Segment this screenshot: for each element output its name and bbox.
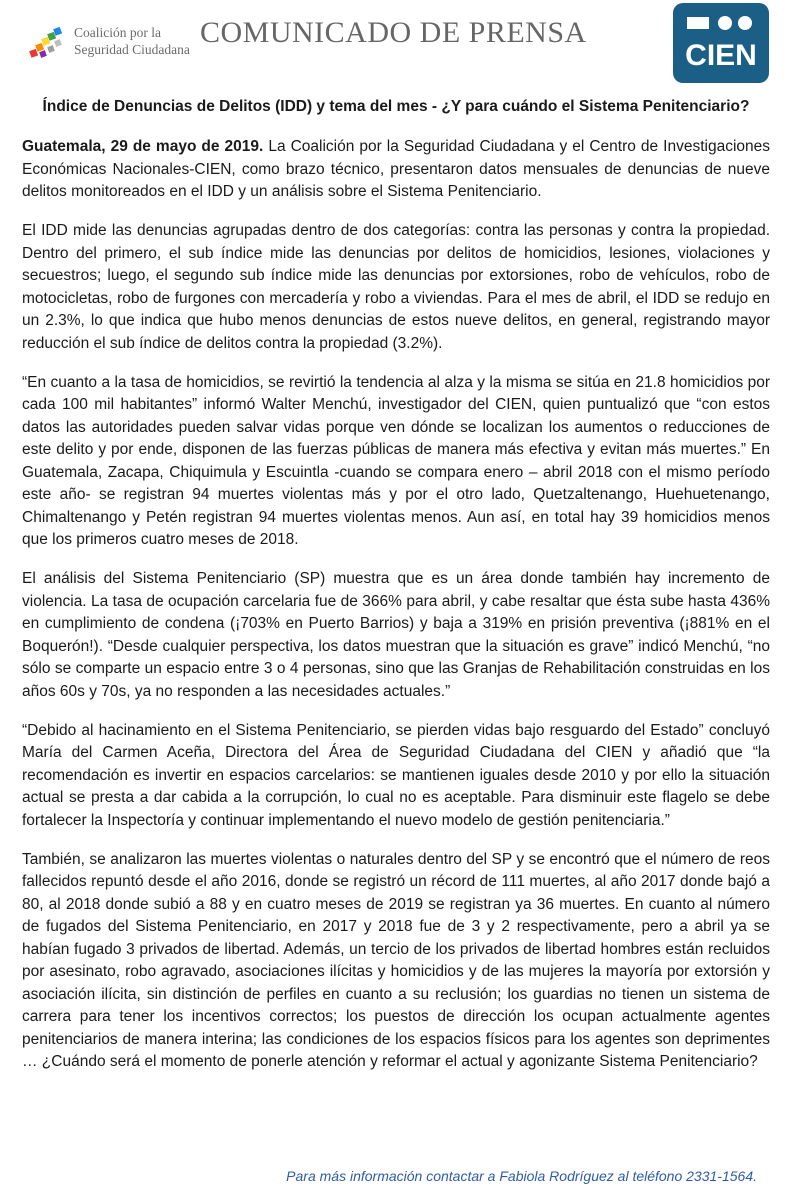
coalition-name: Coalición por la Seguridad Ciudadana [74, 25, 190, 57]
dateline: Guatemala, 29 de mayo de 2019. [22, 138, 264, 155]
page-title: COMUNICADO DE PRENSA [200, 16, 587, 49]
paragraph-homicides: “En cuanto a la tasa de homicidios, se revirtió la tendencia al alza y la misma se sitúa en 21.8 homicidios por cada 100 mil habitantes” informó Walter Menchú, investigador del CIEN, quien puntualizó que “con estos datos las autoridades pueden salvar vidas porque ven dónde se localizan los aumentos o reducciones de este delito y por ende, disponen de las fuerzas públicas de manera más efectiva y evitan más muertes.” En Guatemala, Zacapa, Chiquimula y Escuintla -cuando se compara enero – abril 2018 con el mismo período este año- se registran 94 muertes violentas más y por el otro lado, Quetzaltenango, Huehuetenango, Chimaltenango y Petén registran 94 muertes violentas menos. Aun así, en total hay 39 homicidios menos que los primeros cuatro meses de 2018. [22, 373, 770, 548]
release-subtitle: Índice de Denuncias de Delitos (IDD) y tema del mes - ¿Y para cuándo el Sistema Penitenciario? [42, 98, 750, 115]
coalition-logo [28, 20, 188, 72]
paragraph-intro [22, 136, 770, 204]
paragraph-idd: El IDD mide las denuncias agrupadas dentro de dos categorías: contra las personas y contra la propiedad. Dentro del primero, el sub índice mide las denuncias por delitos de homicidios, lesiones, violaciones y secuestros; luego, el segundo sub índice mide las denuncias por extorsiones, robo de vehículos, robo de motocicletas, robo de furgones con mercadería y robo a viviendas. Para el mes de abril, el IDD se redujo en un 2.3%, lo que indica que hubo menos denuncias de estos nueve delitos, en general, registrando mayor reducción el sub índice de delitos contra la propiedad (3.2%). [22, 222, 770, 352]
cien-logo [673, 3, 769, 83]
letterhead [0, 0, 799, 88]
paragraph-quote-acena: “Debido al hacinamiento en el Sistema Penitenciario, se pierden vidas bajo resguardo del Estado” concluyó María del Carmen Aceña, Directora del Área de Seguridad Ciudadana del CIEN y añadió que “la recomendación es invertir en espacios carcelarios: se mantienen iguales desde 2010 y por ello la situación actual se presta a dar cabida a la corrupción, lo cual no es aceptable. Para disminuir este flagelo se debe fortalecer la Inspectoría y continuar implementando el nuevo modelo de gestión penitenciaria.” [22, 721, 770, 829]
contact-footer: Para más información contactar a Fabiola Rodríguez al teléfono 2331-1564. [286, 1168, 757, 1184]
paragraph-deaths-escapes: También, se analizaron las muertes violentas o naturales dentro del SP y se encontró que el número de reos fallecidos repuntó desde el año 2016, donde se registró un récord de 111 muertes, al año 2017 donde bajó a 80, al 2018 donde subió a 88 y en cuatro meses de 2019 se registran ya 36 muertes. En cuanto al número de fugados del Sistema Penitenciario, en 2017 y 2018 fue de 3 y 2 respectivamente, pero a abril ya se habían fugado 3 privados de libertad. Además, un tercio de los privados de libertad hombres están recluidos por asesinato, robo agravado, asociaciones ilícitas y homicidios y de las mujeres la mayoría por extorsión y asociación ilícita, sin distinción de perfiles en cuanto a su reclusión; los guardias no tienen un sistema de carrera para tener los incentivos correctos; los puestos de dirección los ocupan actualmente agentes penitenciarios de manera interina; las condiciones de los espacios físicos para los agentes son deprimentes … ¿Cuándo será el momento de ponerle atención y reformar el actual y agonizante Sistema Penitenciario? [22, 850, 770, 1070]
intro-text: La Coalición por la Seguridad Ciudadana y el Centro de Investigaciones Económicas Nacionales-CIEN, como brazo técnico, presentaron datos mensuales de denuncias de nueve delitos monitoreados en el IDD y un análisis sobre el Sistema Penitenciario. [22, 138, 770, 200]
cien-logo-text: CIEN [685, 39, 757, 72]
coalition-emblem-icon [28, 24, 68, 64]
paragraph-prison-system: El análisis del Sistema Penitenciario (SP) muestra que es un área donde también hay incremento de violencia. La tasa de ocupación carcelaria fue de 366% para abril, y cabe resaltar que ésta sube hasta 436% en cumplimiento de condena (¡703% en Puerto Barrios) y baja a 319% en prisión preventiva (¡881% en el Boquerón!). “Desde cualquier perspectiva, los datos muestran que la situación es grave” indicó Menchú, “no sólo se comparte un espacio entre 3 o 4 personas, sino que las Granjas de Rehabilitación construidas en los años 60s y 70s, ya no responden a las necesidades actuales.” [22, 570, 770, 700]
press-release-body [22, 96, 770, 1090]
